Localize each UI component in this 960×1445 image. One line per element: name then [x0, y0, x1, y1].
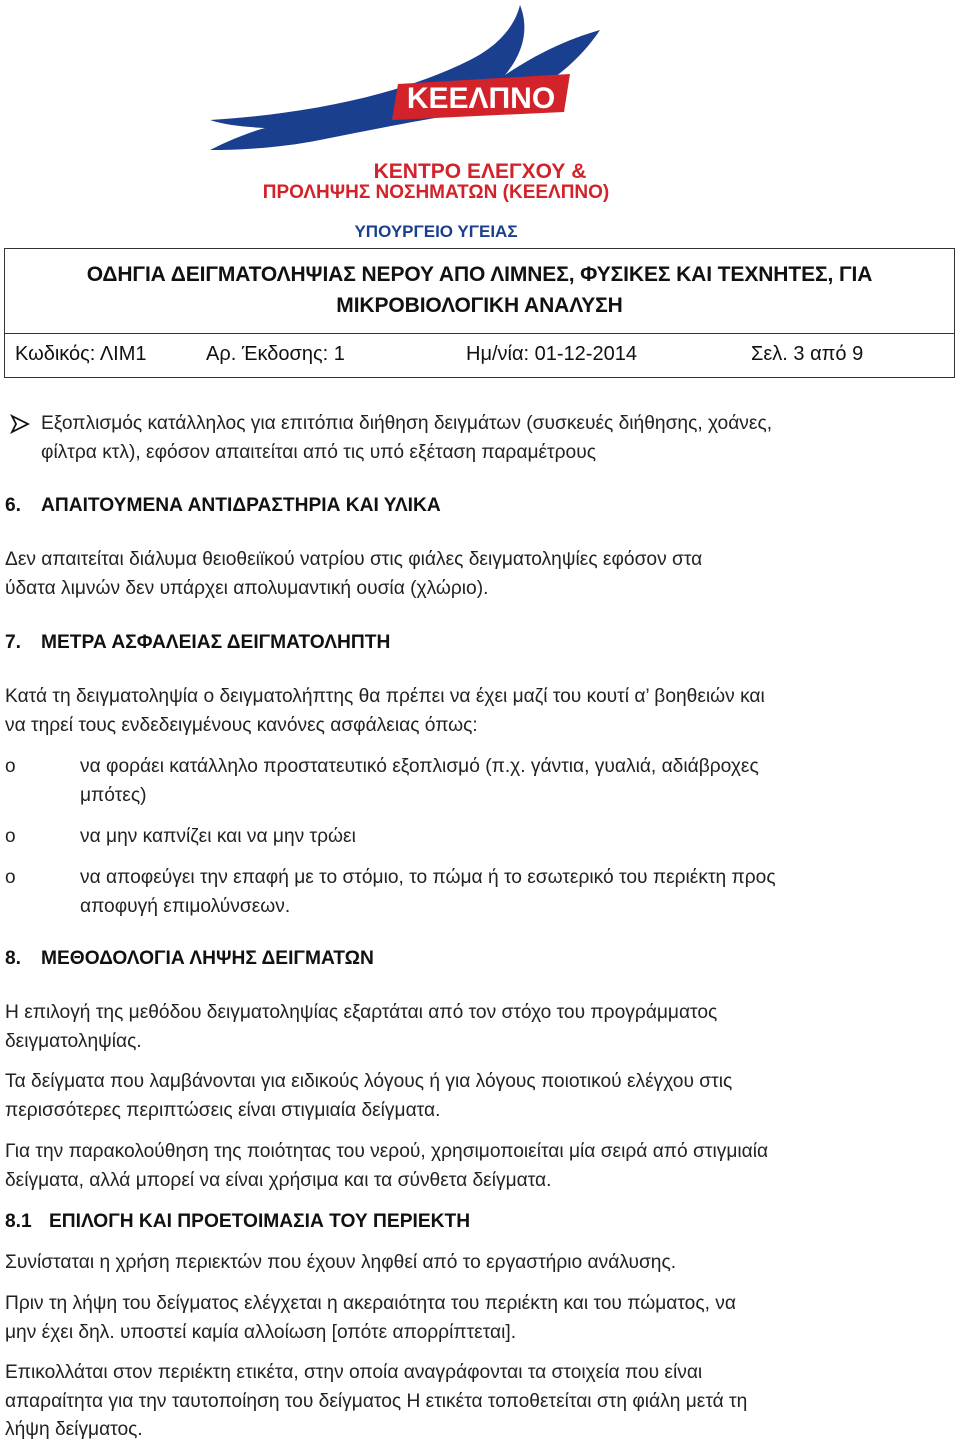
section-6-line-2: ύδατα λιμνών δεν υπάρχει απολυμαντική ουσία (χλώριο). [5, 577, 489, 599]
logo-line-1: ΚΕΝΤΡΟ ΕΛΕΓΧΟΥ & [373, 160, 587, 183]
section-8-1-paragraph-1 [5, 1249, 883, 1278]
circle-bullet-icon: o [5, 756, 16, 777]
doc-page: Σελ. 3 από 9 [751, 343, 864, 365]
section-8-1-p3-line-1: Επικολλάται στον περιέκτη ετικέτα, στην οποία αναγράφονται τα στοιχεία που είναι [5, 1362, 703, 1383]
section-8-number: 8. [5, 948, 22, 969]
safety-item-1-line-1: να φοράει κατάλληλο προστατευτικό εξοπλισμό (π.χ. γάντια, γυαλιά, αδιάβροχες [80, 756, 759, 777]
safety-item-1-line-2: μπότες) [80, 784, 147, 806]
section-7-intro-line-1: Κατά τη δειγματοληψία ο δειγματολήπτης θα πρέπει να έχει μαζί του κουτί α’ βοηθειών και [5, 686, 765, 707]
section-8-1-p1: Συνίσταται η χρήση περιεκτών που έχουν ληφθεί από το εργαστήριο ανάλυσης. [5, 1252, 677, 1273]
arrow-bullet-icon [10, 414, 30, 434]
section-8-paragraph-3 [5, 1138, 883, 1195]
section-6-number: 6. [5, 495, 22, 516]
safety-item-1 [80, 753, 883, 810]
logo-line-2: ΠΡΟΛΗΨΗΣ ΝΟΣΗΜΑΤΩΝ (ΚΕΕΛΠΝΟ) [262, 182, 610, 203]
section-6-paragraph [5, 546, 883, 603]
section-7-intro [5, 683, 883, 740]
equipment-bullet [41, 410, 885, 467]
doc-date: Ημ/νία: 01-12-2014 [466, 343, 637, 365]
section-7-number: 7. [5, 632, 22, 653]
circle-bullet-icon: o [5, 826, 16, 847]
title-line-1: ΟΔΗΓΙΑ ΔΕΙΓΜΑΤΟΛΗΨΙΑΣ ΝΕΡΟΥ ΑΠΟ ΛΙΜΝΕΣ, ΦΥΣΙΚΕΣ ΚΑΙ ΤΕΧΝΗΤΕΣ, ΓΙΑ [86, 263, 873, 286]
dove-logo-graphic [170, 0, 730, 248]
doc-code: Κωδικός: ΛΙΜ1 [15, 343, 147, 365]
section-8-p3-line-2: δείγματα, αλλά μπορεί να είναι χρήσιμα και τα σύνθετα δείγματα. [5, 1169, 552, 1191]
section-8-1-p2-line-1: Πριν τη λήψη του δείγματος ελέγχεται η ακεραιότητα του περιέκτη και του πώματος, να [5, 1293, 736, 1314]
section-8-p3-line-1: Για την παρακολούθηση της ποιότητας του νερού, χρησιμοποιείται μία σειρά από στιγμιαία [5, 1141, 769, 1162]
section-8-heading [5, 948, 374, 970]
logo-line-3: ΥΠΟΥΡΓΕΙΟ ΥΓΕΙΑΣ [354, 222, 518, 241]
section-8-p1-line-1: Η επιλογή της μεθόδου δειγματοληψίας εξαρτάται από τον στόχο του προγράμματος [5, 1002, 718, 1023]
header-divider [5, 333, 954, 334]
section-7-heading [5, 632, 390, 654]
section-8-1-p3-line-3: λήψη δείγματος. [5, 1419, 143, 1440]
section-8-p2-line-2: περισσότερες περιπτώσεις είναι στιγμιαία δείγματα. [5, 1099, 441, 1121]
title-line-2: ΜΙΚΡΟΒΙΟΛΟΓΙΚΗ ΑΝΑΛΥΣΗ [336, 294, 623, 317]
section-6-title: ΑΠΑΙΤΟΥΜΕΝΑ ΑΝΤΙΔΡΑΣΤΗΡΙΑ ΚΑΙ ΥΛΙΚΑ [41, 495, 441, 516]
section-6-line-1: Δεν απαιτείται διάλυμα θειοθειϊκού νατρίου στις φιάλες δειγματοληψίες εφόσον στα [5, 549, 703, 570]
section-7-title: ΜΕΤΡΑ ΑΣΦΑΛΕΙΑΣ ΔΕΙΓΜΑΤΟΛΗΠΤΗ [41, 632, 391, 653]
equipment-line-1: Εξοπλισμός κατάλληλος για επιτόπια διήθηση δειγμάτων (συσκευές διήθησης, χοάνες, [41, 413, 773, 434]
keelpno-logo [170, 0, 730, 248]
section-6-heading [5, 495, 441, 517]
section-8-1-paragraph-2 [5, 1290, 883, 1347]
section-8-1-p2-line-2: μην έχει δηλ. υποστεί καμία αλλοίωση [οπότε απορρίπτεται]. [5, 1321, 517, 1343]
circle-bullet-icon: o [5, 867, 16, 888]
section-8-p2-line-1: Τα δείγματα που λαμβάνονται για ειδικούς λόγους ή για λόγους ποιοτικού ελέγχου στις [5, 1071, 733, 1092]
document-header [4, 248, 955, 378]
section-8-title: ΜΕΘΟΔΟΛΟΓΙΑ ΛΗΨΗΣ ΔΕΙΓΜΑΤΩΝ [41, 948, 374, 969]
equipment-line-2: φίλτρα κτλ), εφόσον απαιτείται από τις υπό εξέταση παραμέτρους [41, 441, 596, 463]
section-8-1-heading [5, 1211, 470, 1233]
section-8-paragraph-2 [5, 1068, 883, 1125]
section-8-p1-line-2: δειγματοληψίας. [5, 1030, 142, 1052]
section-8-1-p3-line-2: απαραίτητα για την ταυτοποίηση του δείγματος Η ετικέτα τοποθετείται στη φιάλη μετά τη [5, 1390, 748, 1412]
safety-item-2-line-1: να μην καπνίζει και να μην τρώει [80, 826, 356, 847]
safety-item-2 [80, 823, 883, 852]
safety-item-3 [80, 864, 883, 921]
section-8-1-title: ΕΠΙΛΟΓΗ ΚΑΙ ΠΡΟΕΤΟΙΜΑΣΙΑ ΤΟΥ ΠΕΡΙΕΚΤΗ [49, 1211, 471, 1232]
logo-brand-text: ΚΕΕΛΠΝΟ [406, 82, 556, 115]
section-8-paragraph-1 [5, 999, 883, 1056]
section-7-intro-line-2: να τηρεί τους ενδεδειγμένους κανόνες ασφάλειας όπως: [5, 714, 478, 736]
section-8-1-paragraph-3 [5, 1359, 883, 1445]
section-8-1-number: 8.1 [5, 1211, 32, 1232]
document-title [5, 259, 954, 333]
safety-item-3-line-2: αποφυγή επιμολύνσεων. [80, 895, 291, 917]
safety-item-3-line-1: να αποφεύγει την επαφή με το στόμιο, το πώμα ή το εσωτερικό του περιέκτη προς [80, 867, 776, 888]
doc-version: Αρ. Έκδοσης: 1 [206, 343, 345, 365]
